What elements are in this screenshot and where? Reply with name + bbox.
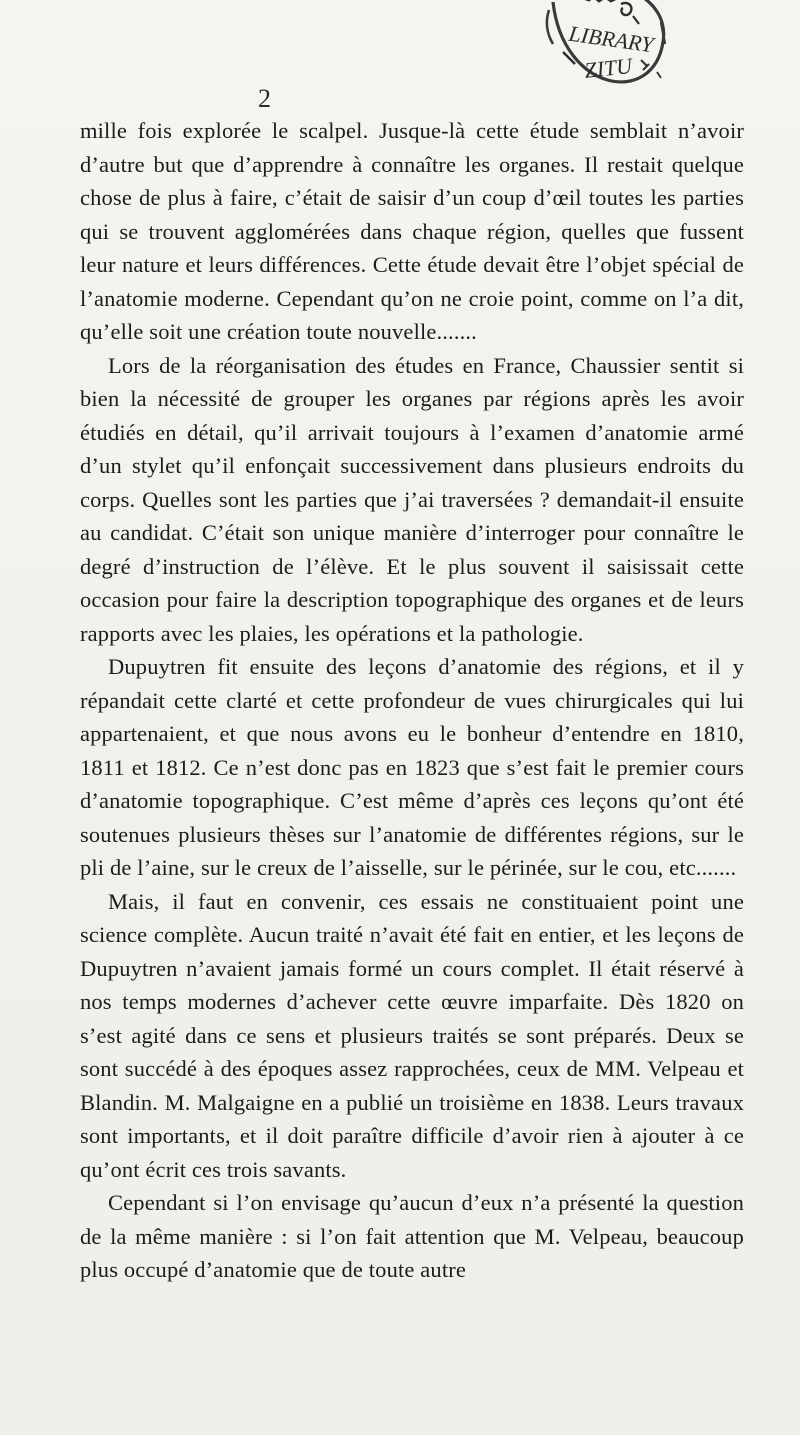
paragraph-3: Dupuytren fit ensuite des leçons d’anatomie des régions, et il y répandait cette clarté et cette profondeur de vues chirurgicales qui lui appartenaient, et que nous avons eu le bonheur d’entendre en 1810, 1811 et 1812. Ce n’est donc pas en 1823 que s’est fait le premier cours d’anatomie topographique. C’est même d’après ces leçons qu’ont été soutenues plusieurs thèses sur l’anatomie de différentes régions, sur le pli de l’aine, sur le creux de l’aisselle, sur le périnée, sur le cou, etc....... [80,654,744,880]
paragraph-1: mille fois explorée le scalpel. Jusque-là cette étude semblait n’avoir d’autre but que d’apprendre à connaître les organes. Il restait quelque chose de plus à faire, c’était de saisir d’un coup d’œil toutes les parties qui se trouvent agglomérées dans chaque région, quelles que fussent leur nature et leurs différences. Cette étude devait être l’objet spécial de l’anatomie moderne. Cependant qu’on ne croie point, comme on l’a dit, qu’elle soit une création toute nouvelle....... [80,118,744,344]
paragraph-4: Mais, il faut en convenir, ces essais ne constituaient point une science complète. Aucun traité n’avait été fait en entier, et les leçons de Dupuytren n’avaient jamais formé un cours complet. Il était réservé à nos temps modernes d’achever cette œuvre imparfaite. Dès 1820 on s’est agité dans ce sens et plusieurs traités se sont préparés. Deux se sont succédé à des époques assez rapprochées, ceux de MM. Velpeau et Blandin. M. Malgaigne en a publié un troisième en 1838. Leurs travaux sont importants, et il doit paraître difficile d’avoir rien à ajouter à ce qu’ont écrit ces trois savants. [80,888,744,1182]
stamp-text-line2: ZITU [583,52,634,83]
library-stamp-icon [523,0,683,112]
paragraph-2: Lors de la réorganisation des études en France, Chaussier sentit si bien la nécessité de grouper les organes par régions après les avoir étudiés en détail, qu’il arrivait toujours à l’examen d’anatomie armé d’un stylet qu’il enfonçait successivement dans plusieurs endroits du corps. Quelles sont les parties que j’ai traversées ? demandait-il ensuite au candidat. C’était son unique manière d’interroger pour connaître le degré d’instruction de l’élève. Et le plus souvent il saisissait cette occasion pour faire la description topographique des organes et de leurs rapports avec les plaies, les opérations et la pathologie. [80,352,744,646]
body-text [80,114,744,1287]
stamp-text-line1: LIBRARY [567,20,656,58]
paragraph-5: Cependant si l’on envisage qu’aucun d’eux n’a présenté la question de la même manière : si l’on fait attention que M. Velpeau, beaucoup plus occupé d’anatomie que de toute autre [80,1190,744,1282]
page-number: 2 [258,84,271,113]
